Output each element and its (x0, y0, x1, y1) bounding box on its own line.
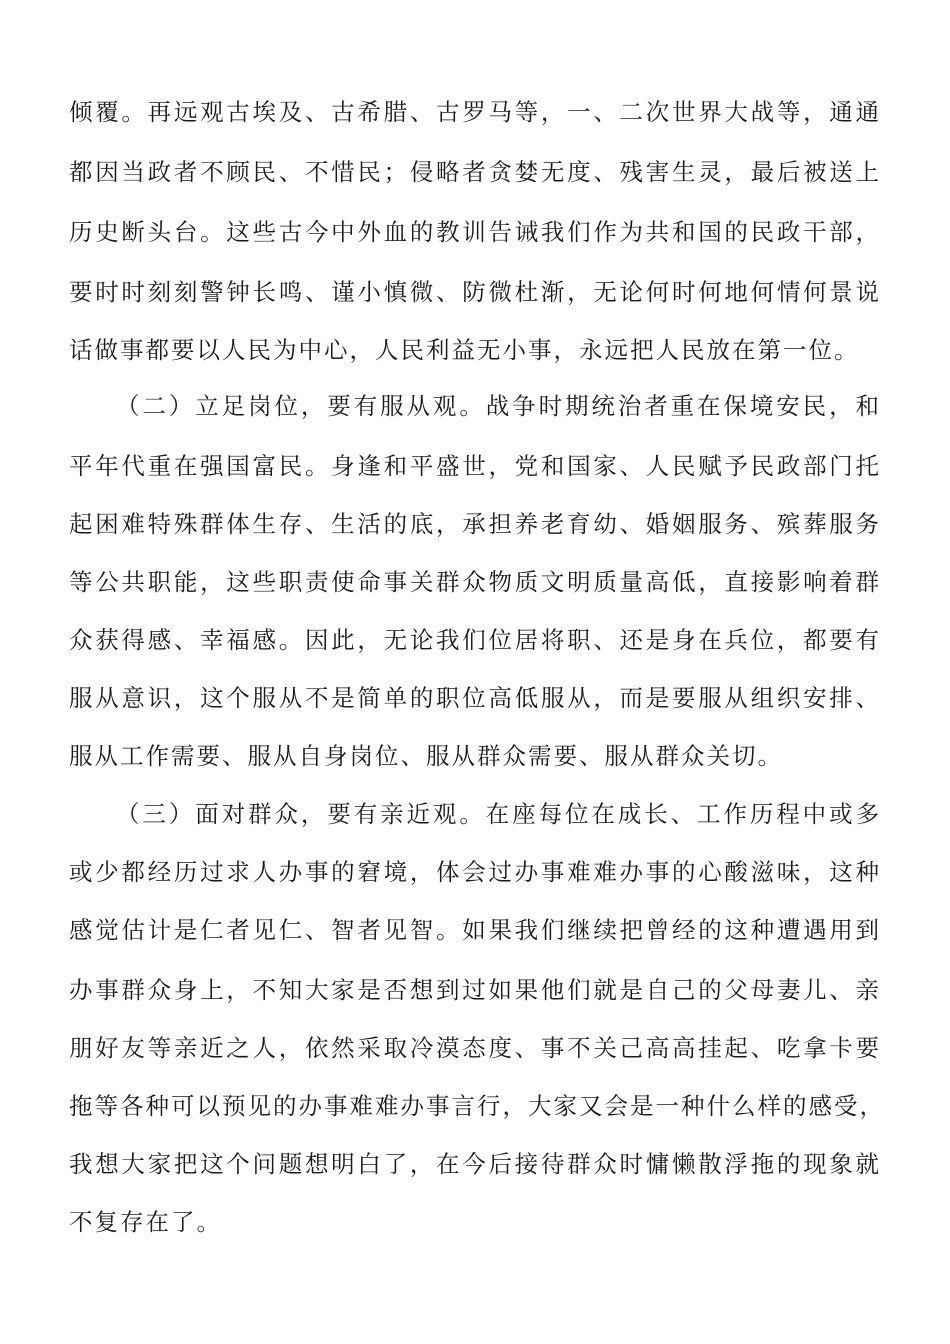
paragraph-1-line-5: 话做事都要以人民为中心，人民利益无小事，永远把人民放在第一位。 (69, 336, 860, 364)
paragraph-3-line-6: 拖等各种可以预见的办事难难办事言行，大家又会是一种什么样的感受， (69, 1092, 885, 1120)
paragraph-3-line-5: 朋好友等亲近之人，依然采取冷漠态度、事不关己高高挂起、吃拿卡要 (69, 1034, 881, 1062)
paragraph-1-line-4: 要时时刻刻警钟长鸣、谨小慎微、防微杜渐，无论何时何地何情何景说 (69, 278, 881, 306)
paragraph-2-line-6: 服从意识，这个服从不是简单的职位高低服从，而是要服从组织安排、 (69, 684, 881, 712)
paragraph-2-line-5: 众获得感、幸福感。因此，无论我们位居将职、还是身在兵位，都要有 (69, 626, 881, 654)
paragraph-1-line-2: 都因当政者不顾民、不惜民；侵略者贪婪无度、残害生灵，最后被送上 (69, 158, 881, 186)
paragraph-3-line-1: （三）面对群众，要有亲近观。在座每位在成长、工作历程中或多 (116, 800, 881, 828)
paragraph-2-line-3: 起困难特殊群体生存、生活的底，承担养老育幼、婚姻服务、殡葬服务 (69, 510, 881, 538)
paragraph-2-line-7: 服从工作需要、服从自身岗位、服从群众需要、服从群众关切。 (69, 742, 783, 770)
paragraph-2-line-1: （二）立足岗位，要有服从观。战争时期统治者重在保境安民，和 (116, 392, 881, 420)
paragraph-3-line-8: 不复存在了。 (69, 1208, 222, 1236)
paragraph-3-line-4: 办事群众身上，不知大家是否想到过如果他们就是自己的父母妻儿、亲 (69, 976, 881, 1004)
paragraph-3-line-7: 我想大家把这个问题想明白了，在今后接待群众时慵懒散浮拖的现象就 (69, 1150, 881, 1178)
paragraph-3-line-3: 感觉估计是仁者见仁、智者见智。如果我们继续把曾经的这种遭遇用到 (69, 916, 881, 944)
paragraph-1-line-1: 倾覆。再远观古埃及、古希腊、古罗马等，一、二次世界大战等，通通 (69, 98, 881, 126)
paragraph-3-line-2: 或少都经历过求人办事的窘境，体会过办事难难办事的心酸滋味，这种 (69, 858, 881, 886)
paragraph-2-line-4: 等公共职能，这些职责使命事关群众物质文明质量高低，直接影响着群 (69, 568, 881, 596)
paragraph-2-line-2: 平年代重在强国富民。身逢和平盛世，党和国家、人民赋予民政部门托 (69, 452, 881, 480)
paragraph-1-line-3: 历史断头台。这些古今中外血的教训告诫我们作为共和国的民政干部， (69, 218, 881, 246)
